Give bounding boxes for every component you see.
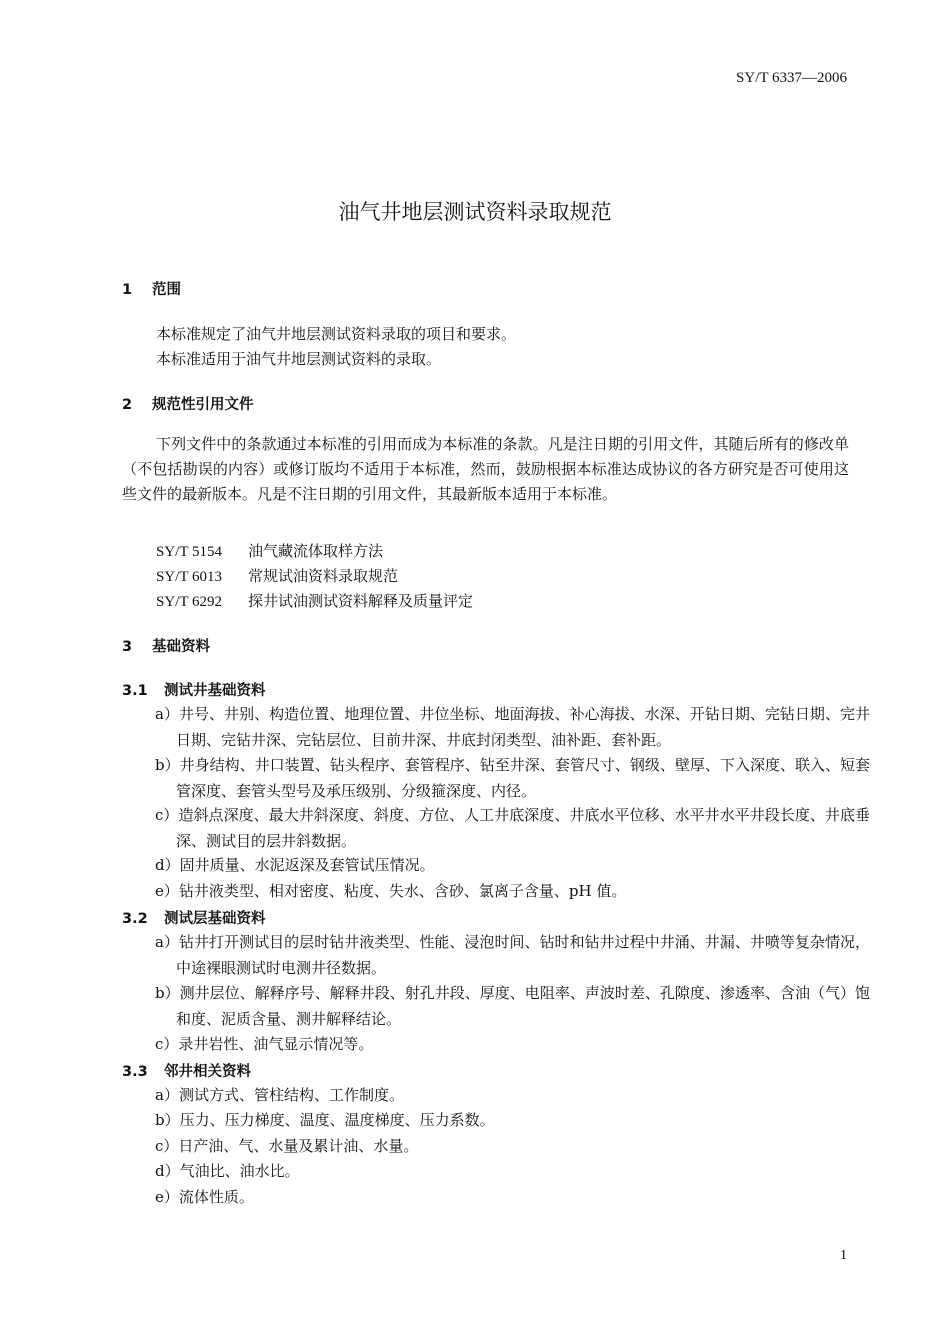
section-title: 规范性引用文件	[152, 397, 254, 413]
section-title: 范围	[152, 282, 181, 298]
reference-title: 常规试油资料录取规范	[248, 567, 399, 585]
subsection-number: 3.2	[122, 911, 148, 927]
reference-code: SY/T 6013	[156, 569, 222, 585]
section-number: 3	[122, 639, 133, 655]
list-item: e）流体性质。	[155, 1188, 254, 1206]
list-item: a）测试方式、管柱结构、工作制度。	[155, 1086, 404, 1104]
reference-code: SY/T 5154	[156, 544, 222, 560]
reference-title: 探井试油测试资料解释及质量评定	[248, 592, 474, 610]
subsection-title: 测试井基础资料	[164, 683, 266, 699]
list-item: a）钻井打开测试目的层时钻井液类型、性能、浸泡时间、钻时和钻井过程中井涌、井漏、井喷等复杂情况，中途裸眼测试时电测井径数据。	[155, 933, 870, 977]
reference-item	[156, 565, 398, 586]
subsection-number: 3.3	[122, 1064, 148, 1080]
reference-code: SY/T 6292	[156, 594, 222, 610]
list-item: b）测井层位、解释序号、解释井段、射孔井段、厚度、电阻率、声波时差、孔隙度、渗透率、含油（气）饱和度、泥质含量、测井解释结论。	[155, 984, 870, 1028]
list-item: b）压力、压力梯度、温度、温度梯度、压力系数。	[155, 1111, 495, 1129]
section-number: 1	[122, 282, 133, 298]
section-2-heading	[122, 393, 254, 414]
subsection-number: 3.1	[122, 683, 148, 699]
list-item: c）录井岩性、油气显示情况等。	[155, 1035, 374, 1053]
subsection-title: 邻井相关资料	[164, 1064, 251, 1080]
list-item: b）井身结构、井口装置、钻头程序、套管程序、钻至井深、套管尺寸、钢级、壁厚、下入深度、联入、短套管深度、套管头型号及承压级别、分级箍深度、内径。	[155, 756, 870, 800]
section-1-paragraph-2: 本标准适用于油气井地层测试资料的录取。	[156, 350, 442, 368]
subsection-3-3-heading	[122, 1060, 251, 1081]
list-item: d）气油比、油水比。	[155, 1162, 300, 1180]
section-3-heading	[122, 635, 210, 656]
list-item: e）钻井液类型、相对密度、粘度、失水、含砂、氯离子含量、pH 值。	[155, 882, 627, 900]
document-title: 油气井地层测试资料录取规范	[338, 200, 612, 224]
reference-item	[156, 590, 473, 611]
section-number: 2	[122, 397, 133, 413]
list-item: c）日产油、气、水量及累计油、水量。	[155, 1137, 419, 1155]
list-item: d）固井质量、水泥返深及套管试压情况。	[155, 856, 435, 874]
standard-number: SY/T 6337—2006	[736, 70, 847, 86]
page-number: 1	[840, 1248, 847, 1263]
section-1-heading	[122, 278, 181, 299]
section-1-paragraph-1: 本标准规定了油气井地层测试资料录取的项目和要求。	[156, 325, 517, 343]
reference-title: 油气藏流体取样方法	[248, 542, 384, 560]
subsection-3-1-heading	[122, 679, 266, 700]
reference-item	[156, 540, 383, 561]
section-2-paragraph: 下列文件中的条款通过本标准的引用而成为本标准的条款。凡是注日期的引用文件，其随后所有的修改单（不包括勘误的内容）或修订版均不适用于本标准，然而，鼓励根据本标准达成协议的各方研究是否可使用这些文件的最新版本。凡是不注日期的引用文件，其最新版本适用于本标准。	[122, 435, 849, 503]
list-item: a）井号、井别、构造位置、地理位置、井位坐标、地面海拔、补心海拔、水深、开钻日期、完钻日期、完井日期、完钻井深、完钻层位、目前井深、井底封闭类型、油补距、套补距。	[155, 705, 870, 749]
subsection-title: 测试层基础资料	[164, 911, 266, 927]
list-item: c）造斜点深度、最大井斜深度、斜度、方位、人工井底深度、井底水平位移、水平井水平井段长度、井底垂深、测试目的层井斜数据。	[155, 806, 870, 850]
subsection-3-2-heading	[122, 907, 266, 928]
section-title: 基础资料	[152, 639, 210, 655]
